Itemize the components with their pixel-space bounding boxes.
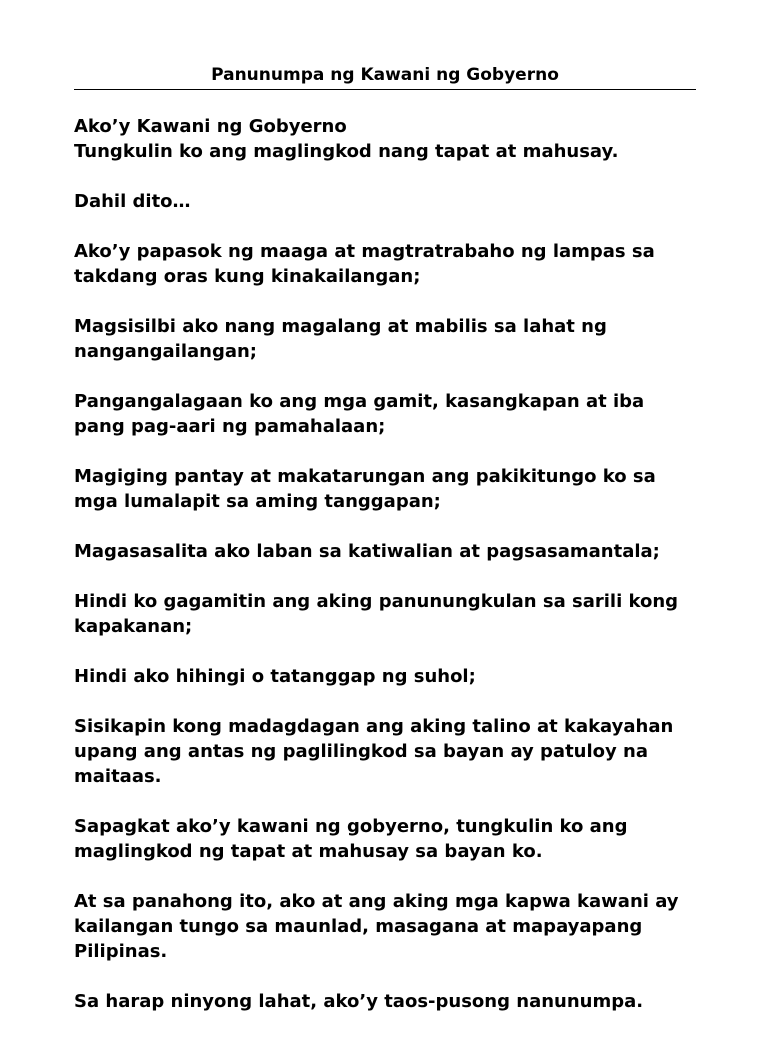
paragraph-papasok — [74, 239, 696, 289]
text-line: Magasasalita ako laban sa katiwalian at pagsasamantala; — [74, 541, 660, 562]
text-line: kailangan tungo sa maunlad, masagana at mapayapang — [74, 916, 643, 937]
paragraph-sapagkat — [74, 814, 696, 864]
text-line: Sisikapin kong madagdagan ang aking talino at kakayahan — [74, 716, 674, 737]
text-line: kapakanan; — [74, 616, 193, 637]
text-line: Pilipinas. — [74, 941, 168, 962]
paragraph-pantay — [74, 464, 696, 514]
text-line: takdang oras kung kinakailangan; — [74, 266, 421, 287]
document-page — [74, 64, 696, 1039]
paragraph-nanunumpa — [74, 989, 696, 1014]
text-line: Magiging pantay at makatarungan ang pakikitungo ko sa — [74, 466, 656, 487]
oath-body — [74, 114, 696, 1014]
document-title: Panunumpa ng Kawani ng Gobyerno — [74, 64, 696, 90]
paragraph-magsisilbi — [74, 314, 696, 364]
text-line: Ako’y Kawani ng Gobyerno — [74, 116, 347, 137]
text-line: Hindi ko gagamitin ang aking panunungkulan sa sarili kong — [74, 591, 679, 612]
text-line: Ako’y papasok ng maaga at magtratrabaho ng lampas sa — [74, 241, 655, 262]
paragraph-dahil-dito — [74, 189, 696, 214]
text-line: Hindi ako hihingi o tatanggap ng suhol; — [74, 666, 476, 687]
paragraph-pangangalagaan — [74, 389, 696, 439]
text-line: Dahil dito… — [74, 191, 191, 212]
text-line: maglingkod ng tapat at mahusay sa bayan ko. — [74, 841, 543, 862]
paragraph-katiwalian — [74, 539, 696, 564]
text-line: maitaas. — [74, 766, 162, 787]
text-line: mga lumalapit sa aming tanggapan; — [74, 491, 441, 512]
text-line: At sa panahong ito, ako at ang aking mga kapwa kawani ay — [74, 891, 679, 912]
paragraph-intro — [74, 114, 696, 164]
text-line: nangangailangan; — [74, 341, 257, 362]
paragraph-suhol — [74, 664, 696, 689]
text-line: upang ang antas ng paglilingkod sa bayan ay patuloy na — [74, 741, 648, 762]
text-line: Sapagkat ako’y kawani ng gobyerno, tungkulin ko ang — [74, 816, 628, 837]
text-line: Pangangalagaan ko ang mga gamit, kasangkapan at iba — [74, 391, 645, 412]
text-line: Sa harap ninyong lahat, ako’y taos-pusong nanunumpa. — [74, 991, 644, 1012]
text-line: Tungkulin ko ang maglingkod nang tapat at mahusay. — [74, 141, 619, 162]
paragraph-panahong-ito — [74, 889, 696, 964]
paragraph-sisikapin — [74, 714, 696, 789]
text-line: pang pag-aari ng pamahalaan; — [74, 416, 386, 437]
text-line: Magsisilbi ako nang magalang at mabilis sa lahat ng — [74, 316, 607, 337]
paragraph-panunungkulan — [74, 589, 696, 639]
